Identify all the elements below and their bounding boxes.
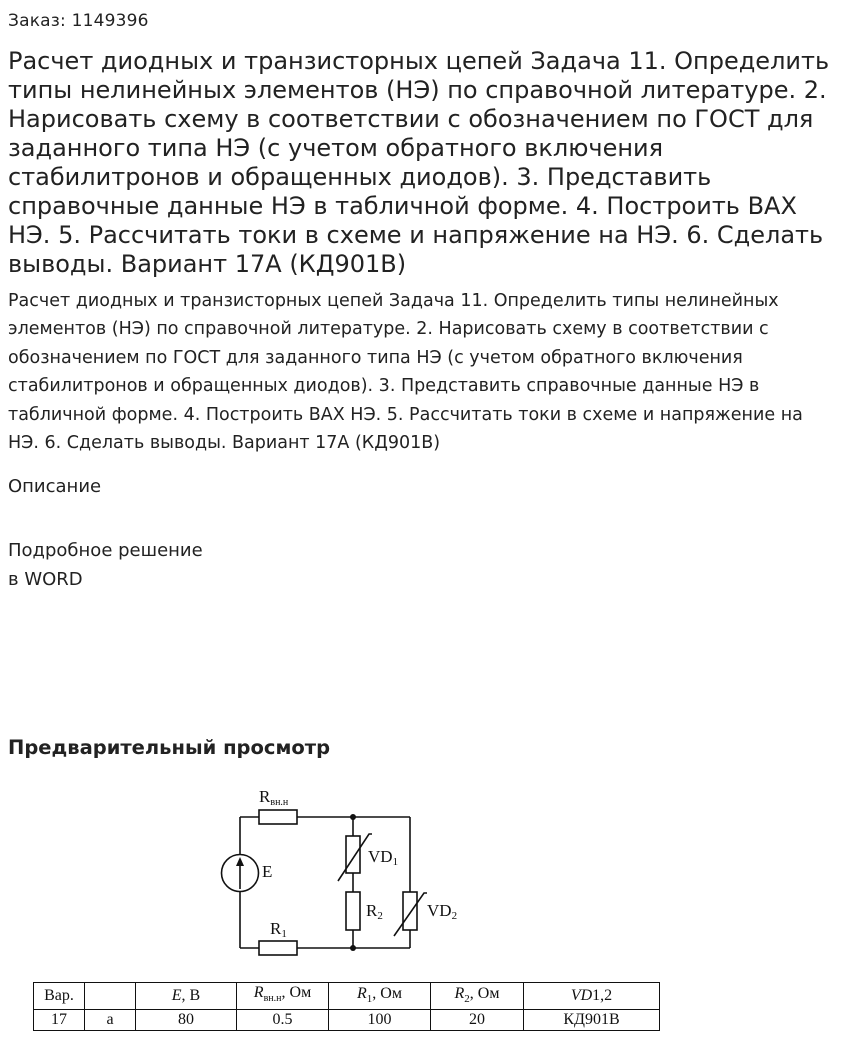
page-title: Расчет диодных и транзисторных цепей Задача 11. Определить типы нелинейных элементов (НЭ) по справочной литературе. 2. Нарисовать схему в соответствии с обозначением по ГОСТ для заданного типа НЭ (с учетом обратного включения стабилитронов и обращенных диодов). 3. Представить справочные данные НЭ в табличной форме. 4. Построить ВАХ НЭ. 5. Рассчитать токи в схеме и напряжение на НЭ. 6. Сделать выводы. Вариант 17А (КД901В)	[8, 47, 830, 278]
parameters-table	[33, 982, 660, 1031]
label-r1: R1	[270, 919, 287, 940]
cell-r2: 20	[431, 1010, 524, 1031]
solution-line-1: Подробное решение	[8, 540, 203, 561]
table-header-row	[34, 983, 660, 1010]
resistor-r-internal	[259, 810, 297, 824]
col-variant: Вар.	[34, 983, 85, 1010]
label-vd2: VD2	[427, 901, 458, 922]
order-number: Заказ: 1149396	[8, 11, 149, 31]
source-arrow-head	[236, 857, 244, 866]
col-vd: VD1,2	[524, 983, 660, 1010]
col-r2: $R_2$, Ом	[431, 983, 524, 1010]
resistor-r2	[346, 892, 360, 930]
label-r2: R2	[366, 901, 383, 922]
element-vd1-slash	[338, 834, 372, 881]
cell-r1: 100	[329, 1010, 431, 1031]
task-description: Расчет диодных и транзисторных цепей Задача 11. Определить типы нелинейных элементов (НЭ) по справочной литературе. 2. Нарисовать схему в соответствии с обозначением по ГОСТ для заданного типа НЭ (с учетом обратного включения стабилитронов и обращенных диодов). 3. Представить справочные данные НЭ в табличной форме. 4. Построить ВАХ НЭ. 5. Рассчитать токи в схеме и напряжение на НЭ. 6. Сделать выводы. Вариант 17А (КД901В)	[8, 291, 803, 454]
junction-top	[350, 814, 356, 820]
col-letter	[85, 983, 136, 1010]
cell-letter: а	[85, 1010, 136, 1031]
cell-e: 80	[136, 1010, 237, 1031]
resistor-r1	[259, 941, 297, 955]
col-e: E, В	[136, 983, 237, 1010]
preview-image	[0, 780, 847, 1038]
col-r1: $R_1$, Ом	[329, 983, 431, 1010]
circuit-schematic	[0, 780, 847, 980]
cell-vd: КД901В	[524, 1010, 660, 1031]
label-vd1: VD1	[368, 847, 399, 868]
preview-heading: Предварительный просмотр	[8, 736, 331, 759]
junction-bottom	[350, 945, 356, 951]
cell-variant: 17	[34, 1010, 85, 1031]
cell-r-internal: 0.5	[237, 1010, 329, 1031]
element-vd1	[346, 836, 360, 873]
label-r-internal: Rвн.н	[259, 787, 289, 808]
table-row	[34, 1010, 660, 1031]
solution-note	[8, 536, 203, 594]
element-vd2	[403, 892, 417, 930]
solution-line-2: в WORD	[8, 569, 83, 590]
description-heading: Описание	[8, 476, 102, 497]
col-r-internal: $R_{вн.н}$, Ом	[237, 983, 329, 1010]
label-source: E	[262, 862, 273, 881]
